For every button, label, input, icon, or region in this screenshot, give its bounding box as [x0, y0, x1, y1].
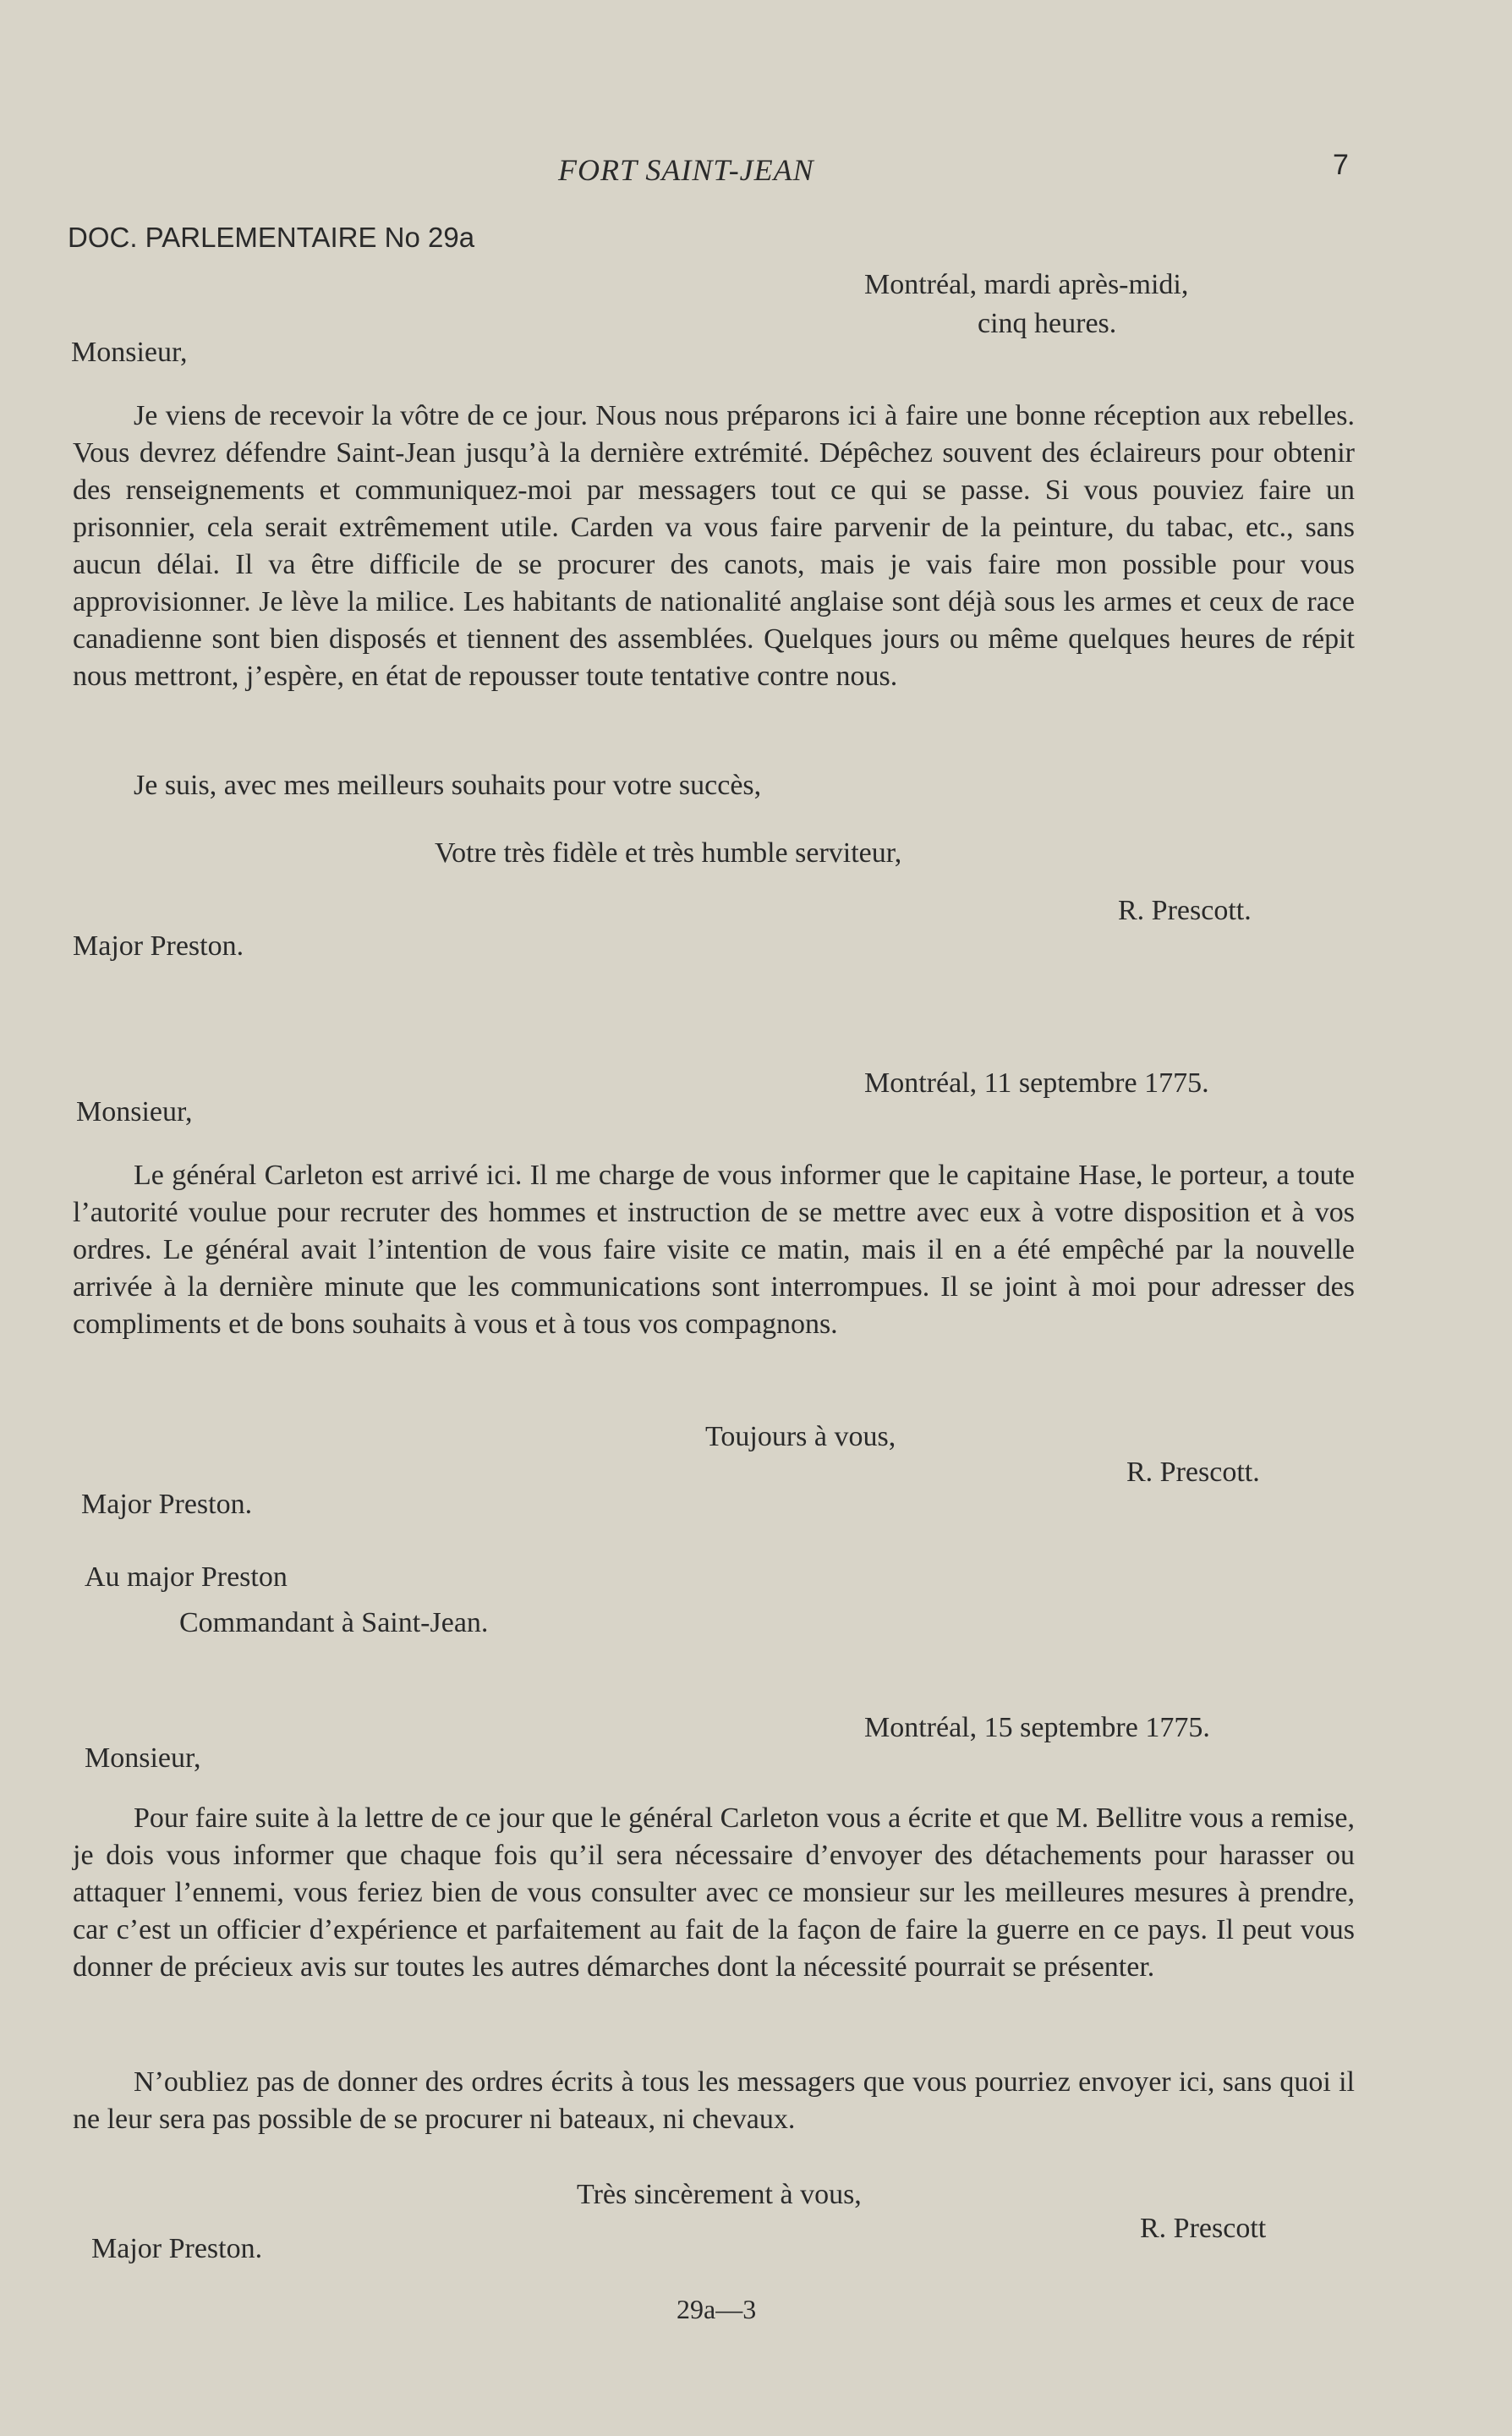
letter-2-place-date: Montréal, 11 septembre 1775. — [864, 1067, 1209, 1099]
letter-1-addressee: Major Preston. — [73, 930, 244, 962]
page-number: 7 — [1333, 149, 1349, 181]
letter-3-body-paragraph-1: Pour faire suite à la lettre de ce jour que le général Carleton vous a écrite et que M. Bellitre vous a remise, je dois vous informer que chaque fois qu’il sera nécessaire d’envoyer des détachements pour harasser ou attaquer l’ennemi, vous feriez bien de vous consulter avec ce monsieur sur les meilleures mesures à prendre, car c’est un officier d’expérience et parfaitement au fait de la façon de faire la guerre en ce pays. Il peut vous donner de précieux avis sur toutes les autres démarches dont la nécessité pourrait se présenter. — [73, 1802, 1355, 1983]
letter-3-addressee: Major Preston. — [91, 2233, 263, 2264]
letter-1-salutation: Monsieur, — [71, 337, 188, 368]
letter-3-body-paragraph-2: N’oubliez pas de donner des ordres écrits à tous les messagers que vous pourriez envoyer ici, sans quoi il ne leur sera pas possible de se procurer ni bateaux, ni chevaux. — [73, 2066, 1355, 2135]
letter-2-body: Le général Carleton est arrivé ici. Il me charge de vous informer que le capitaine Hase, le porteur, a toute l’autorité voulue pour recruter des hommes et instruction de se mettre avec eux à votre disposition et à vos ordres. Le général avait l’intention de vous faire visite ce matin, mais il en a été empêché par la nouvelle arrivée à la dernière minute que les communications sont interrompues. Il se joint à moi pour adresser des compliments et de bons souhaits à vous et à tous vos compagnons. — [73, 1160, 1355, 1340]
letter-3-complimentary-close: Très sincèrement à vous, — [577, 2179, 862, 2210]
letter-3-signature: R. Prescott — [1140, 2213, 1267, 2244]
letter-1-place-date: Montréal, mardi après-midi, — [864, 269, 1189, 300]
running-title: FORT SAINT-JEAN — [558, 153, 814, 187]
letter-1-closing-line: Je suis, avec mes meilleurs souhaits pour votre succès, — [134, 770, 762, 801]
letter-1-body: Je viens de recevoir la vôtre de ce jour. Nous nous préparons ici à faire une bonne réception aux rebelles. Vous devrez défendre Saint-Jean jusqu’à la dernière extrémité. Dépêchez souvent des éclaireurs pour obtenir des renseignements et communiquez-moi par messagers tout ce qui se passe. Si vous pouviez faire un prisonnier, cela serait extrêmement utile. Carden va vous faire parvenir de la peinture, du tabac, etc., sans aucun délai. Il va être difficile de se procurer des canots, mais je vais faire mon possible pour vous approvisionner. Je lève la milice. Les habitants de nationalité anglaise sont déjà sous les armes et ceux de race canadienne sont bien disposés et tiennent des assemblées. Quelques jours ou même quelques heures de répit nous mettront, j’espère, en état de repousser toute tentative contre nous. — [73, 400, 1355, 692]
sheet-identifier: 29a—3 — [677, 2294, 757, 2324]
doc-reference: DOC. PARLEMENTAIRE No 29a — [68, 222, 475, 253]
letter-1-time: cinq heures. — [978, 308, 1117, 339]
letter-1-complimentary-close: Votre très fidèle et très humble serviteur, — [435, 837, 902, 869]
letter-1-signature: R. Prescott. — [1118, 895, 1252, 926]
letter-2-complimentary-close: Toujours à vous, — [705, 1421, 896, 1452]
letter-2-addressee: Major Preston. — [81, 1489, 253, 1520]
letter-2-address-line-2: Commandant à Saint-Jean. — [179, 1607, 489, 1638]
letter-2-address-line-1: Au major Preston — [85, 1561, 288, 1593]
letter-3-place-date: Montréal, 15 septembre 1775. — [864, 1712, 1210, 1743]
letter-3-salutation: Monsieur, — [85, 1742, 201, 1774]
letter-2-signature: R. Prescott. — [1126, 1457, 1260, 1488]
letter-2-salutation: Monsieur, — [76, 1096, 193, 1127]
